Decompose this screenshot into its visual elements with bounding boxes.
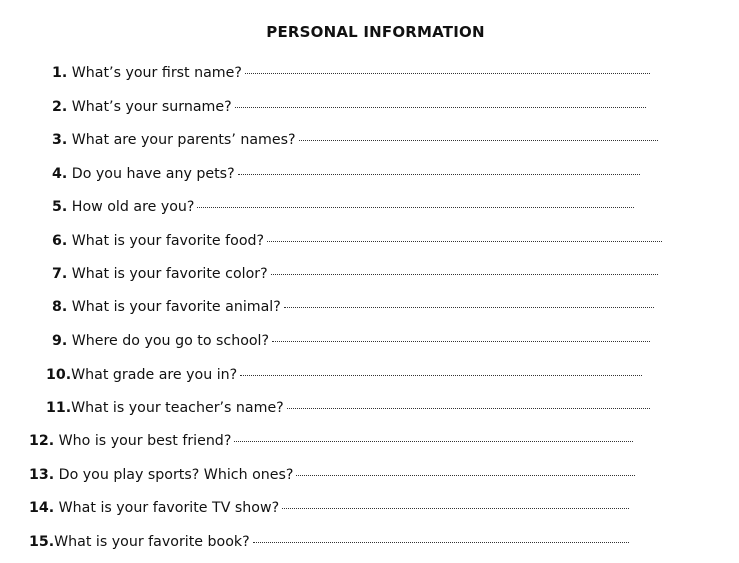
answer-line[interactable]	[272, 341, 650, 342]
question-row	[52, 330, 650, 352]
question-text: What is your favorite animal?	[71, 299, 281, 315]
question-number: 11.	[46, 400, 72, 416]
question-row	[52, 163, 640, 185]
answer-line[interactable]	[284, 307, 654, 308]
question-text: What are your parents’ names?	[71, 132, 296, 148]
question-row	[52, 196, 634, 218]
question-number: 7.	[52, 266, 68, 282]
answer-line[interactable]	[197, 207, 634, 208]
answer-line[interactable]	[245, 73, 650, 74]
question-number: 5.	[52, 199, 68, 215]
answer-line[interactable]	[282, 508, 629, 509]
page-title: PERSONAL INFORMATION	[266, 23, 485, 41]
question-number: 13.	[29, 467, 55, 483]
answer-line[interactable]	[234, 441, 633, 442]
question-number: 8.	[52, 299, 68, 315]
question-row	[52, 62, 650, 84]
answer-line[interactable]	[287, 408, 650, 409]
question-text: Where do you go to school?	[71, 333, 270, 349]
answer-line[interactable]	[271, 274, 658, 275]
question-number: 3.	[52, 132, 68, 148]
question-text: Do you play sports? Which ones?	[58, 467, 294, 483]
question-row	[29, 464, 635, 486]
question-number: 1.	[52, 65, 68, 81]
question-text: What’s your surname?	[71, 99, 232, 115]
question-text: What is your favorite book?	[54, 534, 250, 550]
answer-line[interactable]	[238, 174, 640, 175]
question-number: 15.	[29, 534, 55, 550]
question-row	[46, 364, 642, 386]
question-number: 2.	[52, 99, 68, 115]
question-text: How old are you?	[71, 199, 195, 215]
answer-line[interactable]	[240, 375, 642, 376]
question-number: 10.	[46, 367, 72, 383]
question-text: Do you have any pets?	[71, 166, 235, 182]
question-number: 4.	[52, 166, 68, 182]
question-text: What is your favorite food?	[71, 233, 265, 249]
question-row	[46, 397, 650, 419]
question-number: 14.	[29, 500, 55, 516]
question-text: What’s your first name?	[71, 65, 242, 81]
question-row	[52, 230, 662, 252]
question-row	[29, 430, 633, 452]
question-row	[52, 96, 646, 118]
answer-line[interactable]	[267, 241, 662, 242]
question-row	[52, 296, 654, 318]
question-row	[52, 129, 658, 151]
question-number: 12.	[29, 433, 55, 449]
question-text: What grade are you in?	[71, 367, 238, 383]
question-number: 6.	[52, 233, 68, 249]
question-row	[29, 497, 629, 519]
answer-line[interactable]	[253, 542, 629, 543]
question-text: Who is your best friend?	[58, 433, 232, 449]
question-text: What is your favorite TV show?	[58, 500, 280, 516]
question-row	[52, 263, 658, 285]
question-number: 9.	[52, 333, 68, 349]
question-text: What is your teacher’s name?	[71, 400, 284, 416]
question-text: What is your favorite color?	[71, 266, 268, 282]
answer-line[interactable]	[235, 107, 646, 108]
question-row	[29, 531, 629, 553]
answer-line[interactable]	[296, 475, 635, 476]
answer-line[interactable]	[299, 140, 658, 141]
